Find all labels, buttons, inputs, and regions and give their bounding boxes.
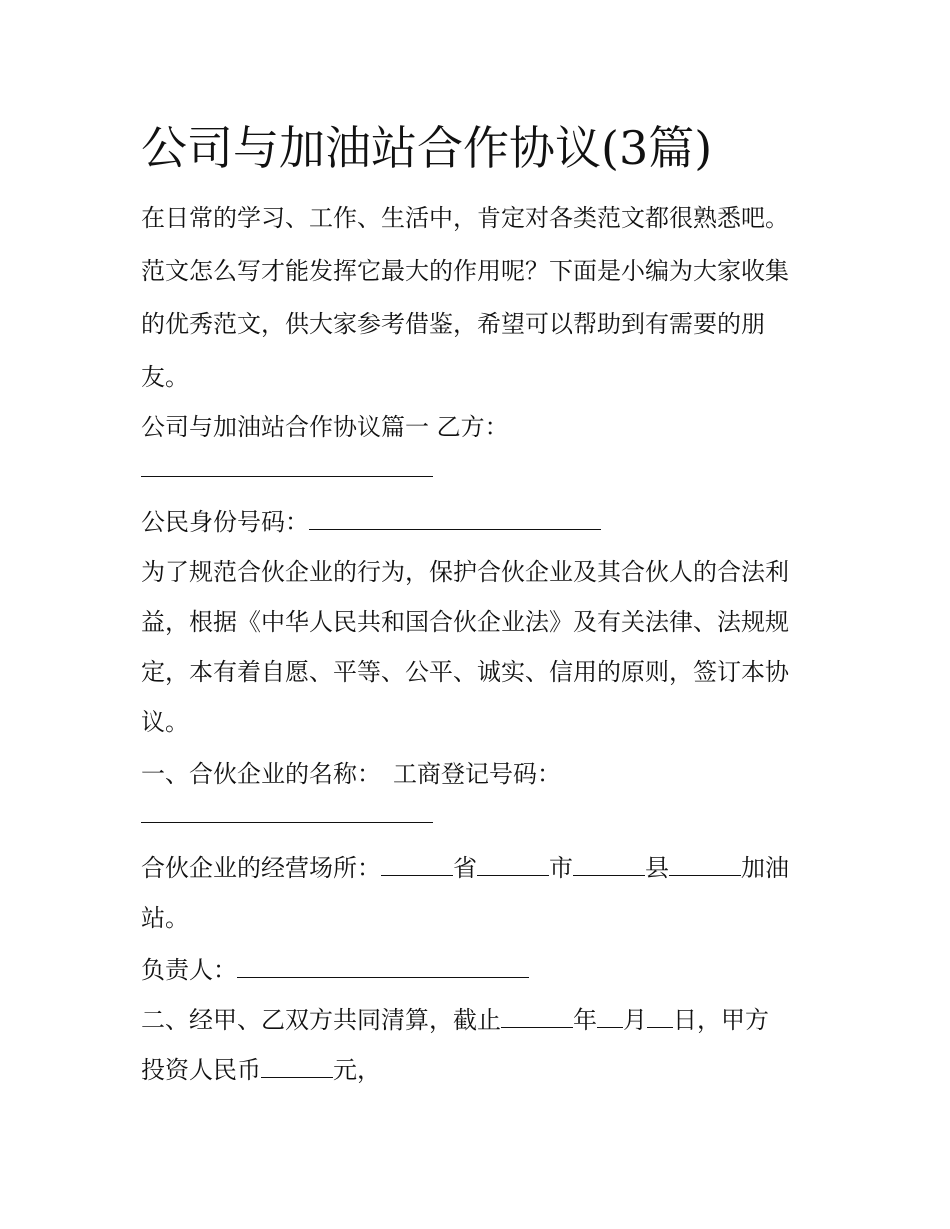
day-blank [647,1007,673,1028]
month-label: 月 [623,1006,647,1034]
address-line-2: 站。 [141,904,189,932]
intro-line-1: 在日常的学习、工作、生活中，肯定对各类范文都很熟悉吧。 [141,204,789,232]
station-label: 加油 [741,854,789,882]
intro-line-4: 友。 [141,363,189,391]
manager-label: 负责人： [141,956,237,984]
clause-1-line [141,759,831,789]
party-b-blank-line [141,454,831,484]
id-number-blank [309,509,601,530]
document-title: 公司与加油站合作协议(3篇) [141,121,713,175]
manager-line [141,955,831,985]
month-blank [597,1007,623,1028]
purpose-line-4: 议。 [141,708,189,736]
intro-line-3: 的优秀范文，供大家参考借鉴，希望可以帮助到有需要的朋 [141,310,765,338]
investment-unit: 元， [333,1056,381,1084]
year-blank [501,1007,573,1028]
clause-2-line-2 [141,1055,831,1085]
id-number-line [141,507,831,537]
investment-blank [261,1057,333,1078]
purpose-line-2: 益，根据《中华人民共和国合伙企业法》及有关法律、法规规 [141,608,789,636]
address-line-1 [141,853,831,883]
registration-number-label: 工商登记号码： [393,760,561,788]
id-number-label: 公民身份号码： [141,508,309,536]
province-label: 省 [453,854,477,882]
address-label: 合伙企业的经营场所： [141,854,381,882]
purpose-line-3: 定，本有着自愿、平等、公平、诚实、信用的原则，签订本协 [141,658,789,686]
section-heading: 公司与加油站合作协议篇一 乙方： [141,413,509,441]
county-label: 县 [645,854,669,882]
city-blank [477,855,549,876]
registration-blank-line [141,800,831,830]
county-blank [573,855,645,876]
station-blank [669,855,741,876]
purpose-line-1: 为了规范合伙企业的行为，保护合伙企业及其合伙人的合法利 [141,558,789,586]
day-label: 日，甲方 [673,1006,769,1034]
clause-2-text: 二、经甲、乙双方共同清算，截止 [141,1006,501,1034]
manager-blank [237,957,529,978]
province-blank [381,855,453,876]
registration-blank [141,802,433,823]
year-label: 年 [573,1006,597,1034]
party-b-blank [141,456,433,477]
company-name-label: 一、合伙企业的名称： [141,760,381,788]
investment-label: 投资人民币 [141,1056,261,1084]
city-label: 市 [549,854,573,882]
clause-2-line-1 [141,1005,831,1035]
intro-line-2: 范文怎么写才能发挥它最大的作用呢？下面是小编为大家收集 [141,257,789,285]
